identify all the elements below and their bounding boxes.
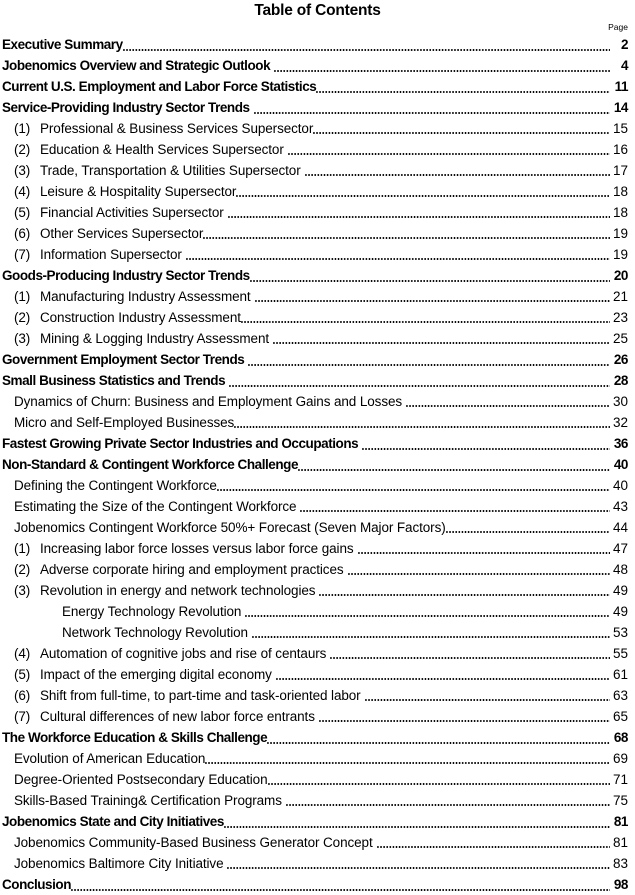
toc-entry-number: (1) xyxy=(14,121,31,136)
toc-entry-label: Revolution in energy and network technologies xyxy=(40,583,316,598)
dot-leader xyxy=(186,244,610,265)
toc-entry-label: Goods-Producing Industry Sector Trends xyxy=(2,268,250,283)
dot-leader xyxy=(224,811,610,832)
toc-entry[interactable] xyxy=(0,412,635,433)
toc-entry[interactable] xyxy=(0,727,635,748)
toc-entry-number: (3) xyxy=(14,583,31,598)
toc-entry[interactable] xyxy=(0,832,635,853)
toc-entry-page-number: 43 xyxy=(612,499,628,514)
toc-entry-label: Jobenomics Contingent Workforce 50%+ Forecast (Seven Major Factors) xyxy=(14,520,446,535)
dot-leader xyxy=(71,874,610,895)
dot-leader xyxy=(313,118,610,139)
toc-entry[interactable] xyxy=(0,391,635,412)
toc-entry[interactable] xyxy=(0,286,635,307)
toc-entry-label: Jobenomics Community-Based Business Generator Concept xyxy=(14,835,373,850)
dot-leader xyxy=(234,412,610,433)
toc-entry[interactable] xyxy=(0,538,635,559)
toc-entry[interactable] xyxy=(0,328,635,349)
toc-entry-label: Network Technology Revolution xyxy=(62,625,248,640)
dot-leader xyxy=(274,55,610,76)
toc-entry-page-number: 36 xyxy=(613,436,628,451)
toc-entry-number: (7) xyxy=(14,709,31,724)
toc-entry-label: Shift from full-time, to part-time and task-oriented labor xyxy=(40,688,361,703)
toc-entry-page-number: 65 xyxy=(612,709,628,724)
toc-entry-number: (2) xyxy=(14,562,31,577)
toc-entry-page-number: 20 xyxy=(613,268,628,283)
toc-entry-label: Micro and Self-Employed Businesses xyxy=(14,415,235,430)
toc-entry[interactable] xyxy=(0,748,635,769)
toc-entry-page-number: 18 xyxy=(612,184,628,199)
dot-leader xyxy=(446,517,610,538)
toc-entry-label: Education & Health Services Supersector xyxy=(40,142,284,157)
toc-entry-page-number: 30 xyxy=(612,394,628,409)
toc-entry-number: (5) xyxy=(14,667,31,682)
toc-entry-label: Fastest Growing Private Sector Industries and Occupations xyxy=(2,436,359,451)
dot-leader xyxy=(300,496,610,517)
toc-entry-label: Impact of the emerging digital economy xyxy=(40,667,272,682)
dot-leader xyxy=(305,160,610,181)
toc-entry-number: (5) xyxy=(14,205,31,220)
toc-entry-page-number: 17 xyxy=(612,163,628,178)
toc-entry-label: Jobenomics State and City Initiatives xyxy=(2,814,224,829)
toc-entry-label: Jobenomics Baltimore City Initiative xyxy=(14,856,224,871)
toc-entry-page-number: 11 xyxy=(614,79,628,94)
dot-leader xyxy=(298,454,610,475)
toc-entry-page-number: 2 xyxy=(620,37,628,52)
toc-entry-label: Other Services Supersector xyxy=(40,226,204,241)
dot-leader xyxy=(276,664,610,685)
dot-leader xyxy=(330,643,610,664)
toc-entry[interactable] xyxy=(0,118,635,139)
dot-leader xyxy=(255,286,610,307)
dot-leader xyxy=(229,370,610,391)
dot-leader xyxy=(245,601,610,622)
toc-entry[interactable] xyxy=(0,874,635,895)
toc-entry-label: Current U.S. Employment and Labor Force Statistics xyxy=(2,79,317,94)
dot-leader xyxy=(241,307,610,328)
dot-leader xyxy=(248,349,610,370)
toc-entry-page-number: 71 xyxy=(612,772,628,787)
toc-entry-page-number: 68 xyxy=(613,730,628,745)
toc-entry-number: (3) xyxy=(14,331,31,346)
toc-entry-number: (7) xyxy=(14,247,31,262)
toc-entry[interactable] xyxy=(0,244,635,265)
toc-entry-label: Executive Summary xyxy=(2,37,123,52)
toc-entry-page-number: 32 xyxy=(612,415,628,430)
toc-entry[interactable] xyxy=(0,496,635,517)
toc-entry-page-number: 49 xyxy=(612,583,628,598)
toc-entry[interactable] xyxy=(0,307,635,328)
toc-entry-page-number: 40 xyxy=(613,457,628,472)
toc-entry-page-number: 55 xyxy=(612,646,628,661)
toc-entry[interactable] xyxy=(0,601,635,622)
toc-entry-page-number: 23 xyxy=(612,310,628,325)
toc-entry-label: Evolution of American Education xyxy=(14,751,206,766)
toc-entry-number: (1) xyxy=(14,541,31,556)
toc-entry[interactable] xyxy=(0,559,635,580)
toc-entry-label: Conclusion xyxy=(2,877,71,892)
toc-entry[interactable] xyxy=(0,181,635,202)
toc-entry[interactable] xyxy=(0,790,635,811)
toc-entry[interactable] xyxy=(0,349,635,370)
toc-entry[interactable] xyxy=(0,55,635,76)
toc-entry[interactable] xyxy=(0,811,635,832)
toc-entry-label: Jobenomics Overview and Strategic Outlook xyxy=(2,58,271,73)
toc-entry-page-number: 28 xyxy=(613,373,628,388)
dot-leader xyxy=(319,706,610,727)
dot-leader xyxy=(273,328,610,349)
dot-leader xyxy=(365,685,610,706)
toc-entry[interactable] xyxy=(0,433,635,454)
toc-entry-label: Skills-Based Training& Certification Programs xyxy=(14,793,282,808)
toc-entry-number: (4) xyxy=(14,646,31,661)
toc-entry-label: Automation of cognitive jobs and rise of centaurs xyxy=(40,646,327,661)
toc-entry-label: Manufacturing Industry Assessment xyxy=(40,289,251,304)
toc-entry-page-number: 25 xyxy=(612,331,628,346)
dot-leader xyxy=(406,391,610,412)
dot-leader xyxy=(362,433,610,454)
toc-entry-page-number: 19 xyxy=(612,247,628,262)
toc-entry-page-number: 83 xyxy=(612,856,628,871)
dot-leader xyxy=(203,223,610,244)
toc-entry-page-number: 19 xyxy=(612,226,628,241)
toc-entry[interactable] xyxy=(0,76,635,97)
toc-entry-page-number: 48 xyxy=(612,562,628,577)
dot-leader xyxy=(254,97,610,118)
dot-leader xyxy=(217,475,610,496)
toc-entry[interactable] xyxy=(0,643,635,664)
dot-leader xyxy=(348,559,610,580)
toc-entry-label: Construction Industry Assessment xyxy=(40,310,241,325)
toc-entry-label: Non-Standard & Contingent Workforce Challenge xyxy=(2,457,299,472)
toc-entry-page-number: 61 xyxy=(612,667,628,682)
dot-leader xyxy=(205,748,610,769)
toc-entry[interactable] xyxy=(0,664,635,685)
dot-leader xyxy=(250,265,610,286)
toc-entry-number: (3) xyxy=(14,163,31,178)
toc-entry-label: Energy Technology Revolution xyxy=(62,604,242,619)
toc-entry[interactable] xyxy=(0,454,635,475)
toc-entry[interactable] xyxy=(0,370,635,391)
toc-entry-label: Dynamics of Churn: Business and Employment Gains and Losses xyxy=(14,394,403,409)
toc-entry-label: Government Employment Sector Trends xyxy=(2,352,245,367)
toc-entry-label: Adverse corporate hiring and employment practices xyxy=(40,562,344,577)
dot-leader xyxy=(377,832,610,853)
toc-entry-label: Cultural differences of new labor force entrants xyxy=(40,709,315,724)
dot-leader xyxy=(123,34,610,55)
dot-leader xyxy=(319,580,610,601)
toc-entry[interactable] xyxy=(0,769,635,790)
toc-entry[interactable] xyxy=(0,622,635,643)
toc-entry-page-number: 49 xyxy=(612,604,628,619)
toc-entry-label: Information Supersector xyxy=(40,247,182,262)
toc-entry-label: Increasing labor force losses versus labor force gains xyxy=(40,541,354,556)
toc-entry-page-number: 81 xyxy=(612,835,628,850)
toc-entry-label: Trade, Transportation & Utilities Supersector xyxy=(40,163,301,178)
dot-leader xyxy=(252,622,610,643)
toc-entry[interactable] xyxy=(0,265,635,286)
toc-entry-page-number: 63 xyxy=(612,688,628,703)
dot-leader xyxy=(268,769,611,790)
toc-entry[interactable] xyxy=(0,34,635,55)
toc-entry[interactable] xyxy=(0,202,635,223)
toc-entry[interactable] xyxy=(0,853,635,874)
dot-leader xyxy=(288,139,610,160)
toc-entry-number: (2) xyxy=(14,142,31,157)
toc-entry-page-number: 81 xyxy=(613,814,628,829)
toc-entry-page-number: 4 xyxy=(620,58,628,73)
toc-entry-number: (2) xyxy=(14,310,31,325)
toc-entry-page-number: 53 xyxy=(612,625,628,640)
toc-entry-page-number: 21 xyxy=(612,289,628,304)
toc-entry[interactable] xyxy=(0,97,635,118)
toc-entry-number: (6) xyxy=(14,226,31,241)
toc-entry-number: (1) xyxy=(14,289,31,304)
toc-entry-label: Small Business Statistics and Trends xyxy=(2,373,226,388)
toc-entry-label: The Workforce Education & Skills Challenge xyxy=(2,730,268,745)
toc-entry-page-number: 44 xyxy=(612,520,628,535)
toc-entry-label: Mining & Logging Industry Assessment xyxy=(40,331,270,346)
toc-entry[interactable] xyxy=(0,160,635,181)
toc-entry-label: Defining the Contingent Workforce xyxy=(14,478,217,493)
toc-entry-list xyxy=(0,34,635,895)
toc-entry[interactable] xyxy=(0,517,635,538)
dot-leader xyxy=(358,538,610,559)
toc-entry[interactable] xyxy=(0,223,635,244)
toc-entry-page-number: 75 xyxy=(612,793,628,808)
toc-entry-page-number: 15 xyxy=(612,121,628,136)
dot-leader xyxy=(227,853,610,874)
toc-entry-label: Professional & Business Services Supersector xyxy=(40,121,314,136)
dot-leader xyxy=(267,727,610,748)
toc-entry[interactable] xyxy=(0,475,635,496)
dot-leader xyxy=(286,790,610,811)
toc-entry-number: (4) xyxy=(14,184,31,199)
toc-entry-page-number: 98 xyxy=(613,877,628,892)
toc-entry-page-number: 26 xyxy=(613,352,628,367)
toc-entry-page-number: 47 xyxy=(612,541,628,556)
page-column-header: Page xyxy=(608,21,628,32)
page-title: Table of Contents xyxy=(254,2,381,19)
dot-leader xyxy=(316,76,610,97)
toc-entry-page-number: 40 xyxy=(612,478,628,493)
toc-entry[interactable] xyxy=(0,580,635,601)
toc-entry-page-number: 18 xyxy=(612,205,628,220)
toc-entry-page-number: 69 xyxy=(612,751,628,766)
toc-entry-page-number: 16 xyxy=(612,142,628,157)
toc-entry-label: Service-Providing Industry Sector Trends xyxy=(2,100,250,115)
toc-entry-label: Financial Activities Supersector xyxy=(40,205,224,220)
toc-entry-number: (6) xyxy=(14,688,31,703)
dot-leader xyxy=(228,202,610,223)
toc-entry[interactable] xyxy=(0,706,635,727)
toc-entry-label: Leisure & Hospitality Supersector xyxy=(40,184,237,199)
toc-entry-label: Estimating the Size of the Contingent Workforce xyxy=(14,499,297,514)
toc-entry[interactable] xyxy=(0,685,635,706)
toc-entry-label: Degree-Oriented Postsecondary Education xyxy=(14,772,268,787)
toc-entry-page-number: 14 xyxy=(613,100,628,115)
toc-entry[interactable] xyxy=(0,139,635,160)
dot-leader xyxy=(236,181,610,202)
